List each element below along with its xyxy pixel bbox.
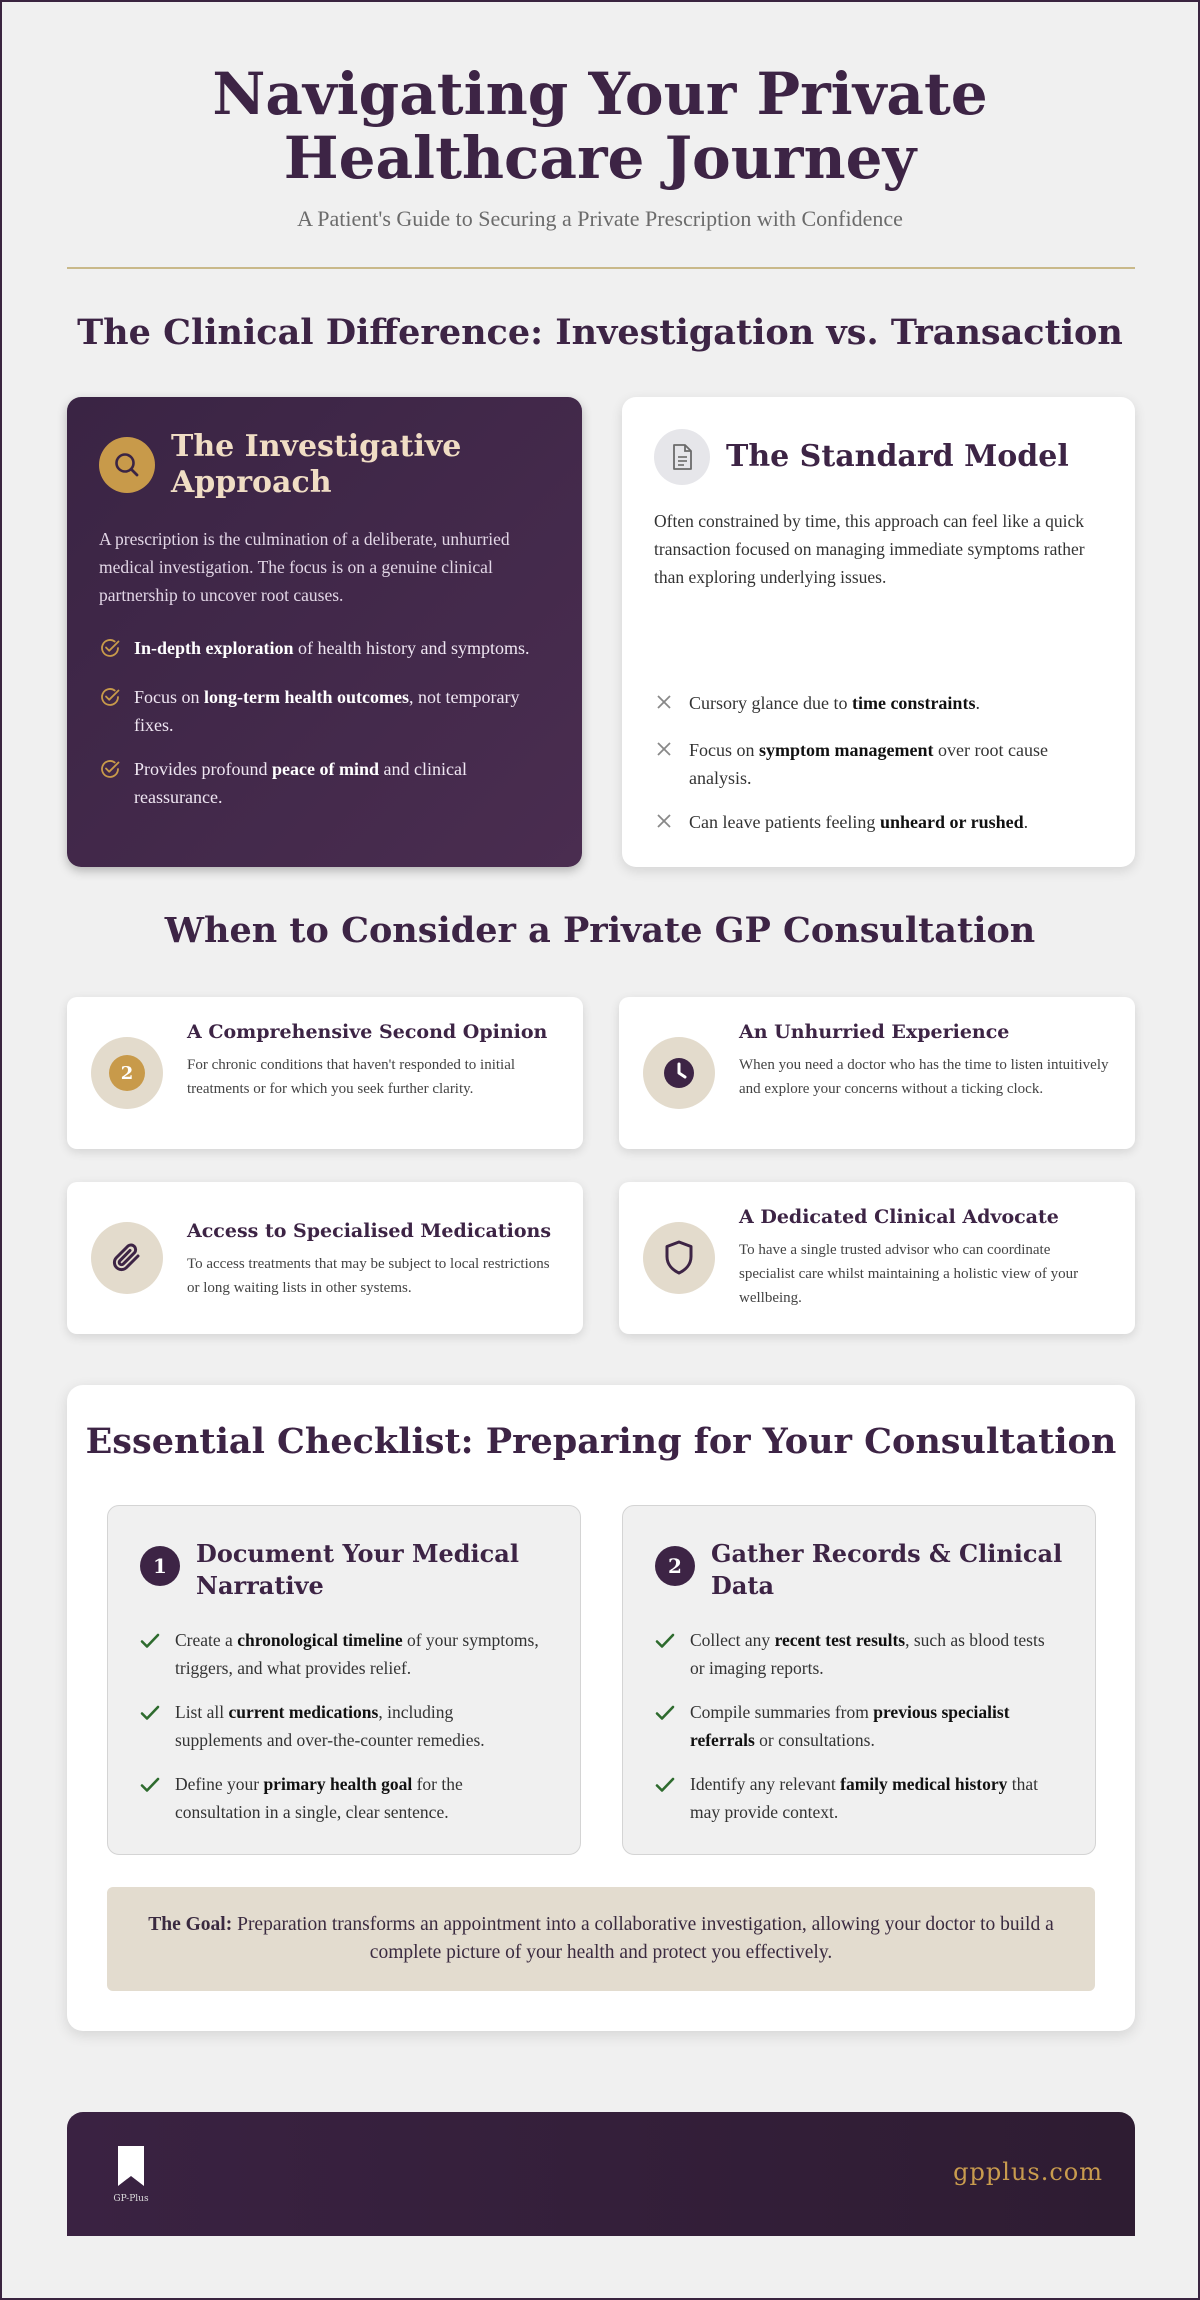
unhurried-card <box>619 997 1135 1149</box>
goal-text: Preparation transforms an appointment into a collaborative investigation, allowing your doctor to build a complete picture of your health and protect you effectively. <box>232 1914 1054 1963</box>
document-icon <box>654 429 710 485</box>
clock-icon <box>643 1037 715 1109</box>
list-item-text: Collect any recent test results, such as blood tests or imaging reports. <box>690 1630 1045 1678</box>
checklist-title: Essential Checklist: Preparing for Your Consultation <box>85 1421 1117 1462</box>
clinical-section-title: The Clinical Difference: Investigation vs. Transaction <box>77 312 1123 353</box>
page-subtitle: A Patient's Guide to Securing a Private Prescription with Confidence <box>297 206 903 231</box>
checklist-card-records <box>622 1505 1096 1855</box>
checklist-section <box>67 1385 1135 2031</box>
specialised-medications-card <box>67 1182 583 1334</box>
checklist-card-narrative <box>107 1505 581 1855</box>
card-text: When you need a doctor who has the time to listen intuitively and explore your concerns without a ticking clock. <box>739 1057 1109 1097</box>
title-line-1: Navigating Your Private <box>212 60 988 128</box>
card-text: To access treatments that may be subject to local restrictions or long waiting lists in other systems. <box>187 1256 550 1296</box>
list-item <box>99 683 539 739</box>
logo <box>109 2146 153 2204</box>
list-item <box>655 1626 1055 1682</box>
checkmark-icon <box>140 1698 175 1754</box>
title-line-2: Healthcare Journey <box>283 124 917 192</box>
site-link[interactable]: gpplus.com <box>953 2158 1103 2186</box>
search-icon <box>99 437 155 493</box>
standard-card-header <box>654 429 1069 485</box>
second-opinion-card <box>67 997 583 1149</box>
list-item-text: In-depth exploration of health history and symptoms. <box>134 638 530 658</box>
standard-card <box>622 397 1135 867</box>
logo-text: GP-Plus <box>113 2194 149 2204</box>
standard-description: Often constrained by time, this approach can feel like a quick transaction focused on managing immediate symptoms rather than exploring underlying issues. <box>654 511 1085 587</box>
when-section-title: When to Consider a Private GP Consultation <box>164 910 1036 951</box>
checkmark-icon <box>655 1770 690 1826</box>
list-item-text: Focus on long-term health outcomes, not temporary fixes. <box>134 687 520 735</box>
step-number-badge: 2 <box>655 1546 695 1586</box>
badge-number: 2 <box>109 1055 145 1091</box>
investigative-card-header <box>99 429 501 501</box>
paperclip-icon <box>91 1222 163 1294</box>
checklist-card-title: Document Your Medical Narrative <box>196 1539 519 1600</box>
check-circle-icon <box>99 683 134 739</box>
checklist-card-header <box>655 1538 1071 1602</box>
list-item-text: Cursory glance due to time constraints. <box>689 693 980 713</box>
card-title: A Dedicated Clinical Advocate <box>739 1206 1059 1228</box>
x-icon <box>654 736 689 792</box>
checkmark-icon <box>655 1626 690 1682</box>
step-number-badge: 1 <box>140 1546 180 1586</box>
x-icon <box>654 808 689 839</box>
list-item-text: Create a chronological timeline of your symptoms, triggers, and what provides relief. <box>175 1630 539 1678</box>
investigative-description: A prescription is the culmination of a deliberate, unhurried medical investigation. The focus is on a genuine clinical partnership to uncover root causes. <box>99 529 510 605</box>
page <box>2 2 1198 2298</box>
card-text: To have a single trusted advisor who can coordinate specialist care whilst maintaining a holistic view of your wellbeing. <box>739 1242 1079 1306</box>
header <box>2 2 1198 232</box>
shield-icon <box>643 1222 715 1294</box>
checkmark-icon <box>140 1770 175 1826</box>
checkmark-icon <box>655 1698 690 1754</box>
card-text: For chronic conditions that haven't responded to initial treatments or for which you seek further clarity. <box>187 1057 516 1097</box>
list-item <box>655 1770 1055 1826</box>
investigative-card <box>67 397 582 867</box>
list-item <box>99 634 539 667</box>
list-item-text: Define your primary health goal for the consultation in a single, clear sentence. <box>175 1774 463 1822</box>
checkmark-icon <box>140 1626 175 1682</box>
bookmark-logo-icon <box>116 2146 146 2188</box>
investigative-title: The Investigative Approach <box>171 429 462 500</box>
page-title <box>2 62 1198 190</box>
goal-callout <box>107 1887 1095 1991</box>
investigative-list <box>99 634 539 827</box>
list-item-text: Compile summaries from previous specialist referrals or consultations. <box>690 1702 1010 1750</box>
check-circle-icon <box>99 634 134 667</box>
standard-title: The Standard Model <box>726 439 1069 474</box>
checklist-items <box>655 1626 1055 1842</box>
card-title: A Comprehensive Second Opinion <box>187 1021 548 1043</box>
list-item <box>655 1698 1055 1754</box>
checklist-items <box>140 1626 540 1842</box>
checklist-card-header <box>140 1538 556 1602</box>
list-item-text: Focus on symptom management over root cause analysis. <box>689 740 1048 788</box>
list-item <box>99 755 539 811</box>
checklist-card-title: Gather Records & Clinical Data <box>711 1539 1063 1600</box>
number-two-badge-icon <box>91 1037 163 1109</box>
list-item <box>654 689 1104 720</box>
card-title: An Unhurried Experience <box>739 1021 1010 1043</box>
list-item <box>140 1626 540 1682</box>
card-title: Access to Specialised Medications <box>187 1220 552 1242</box>
list-item-text: Can leave patients feeling unheard or rushed. <box>689 812 1029 832</box>
list-item <box>654 736 1104 792</box>
list-item-text: Provides profound peace of mind and clinical reassurance. <box>134 759 467 807</box>
list-item-text: Identify any relevant family medical history that may provide context. <box>690 1774 1038 1822</box>
goal-label: The Goal: <box>148 1914 233 1935</box>
divider <box>67 267 1135 269</box>
footer <box>67 2112 1135 2236</box>
list-item-text: List all current medications, including supplements and over-the-counter remedies. <box>175 1702 485 1750</box>
list-item <box>654 808 1104 839</box>
list-item <box>140 1698 540 1754</box>
standard-list <box>654 689 1104 855</box>
x-icon <box>654 689 689 720</box>
clinical-advocate-card <box>619 1182 1135 1334</box>
check-circle-icon <box>99 755 134 811</box>
list-item <box>140 1770 540 1826</box>
